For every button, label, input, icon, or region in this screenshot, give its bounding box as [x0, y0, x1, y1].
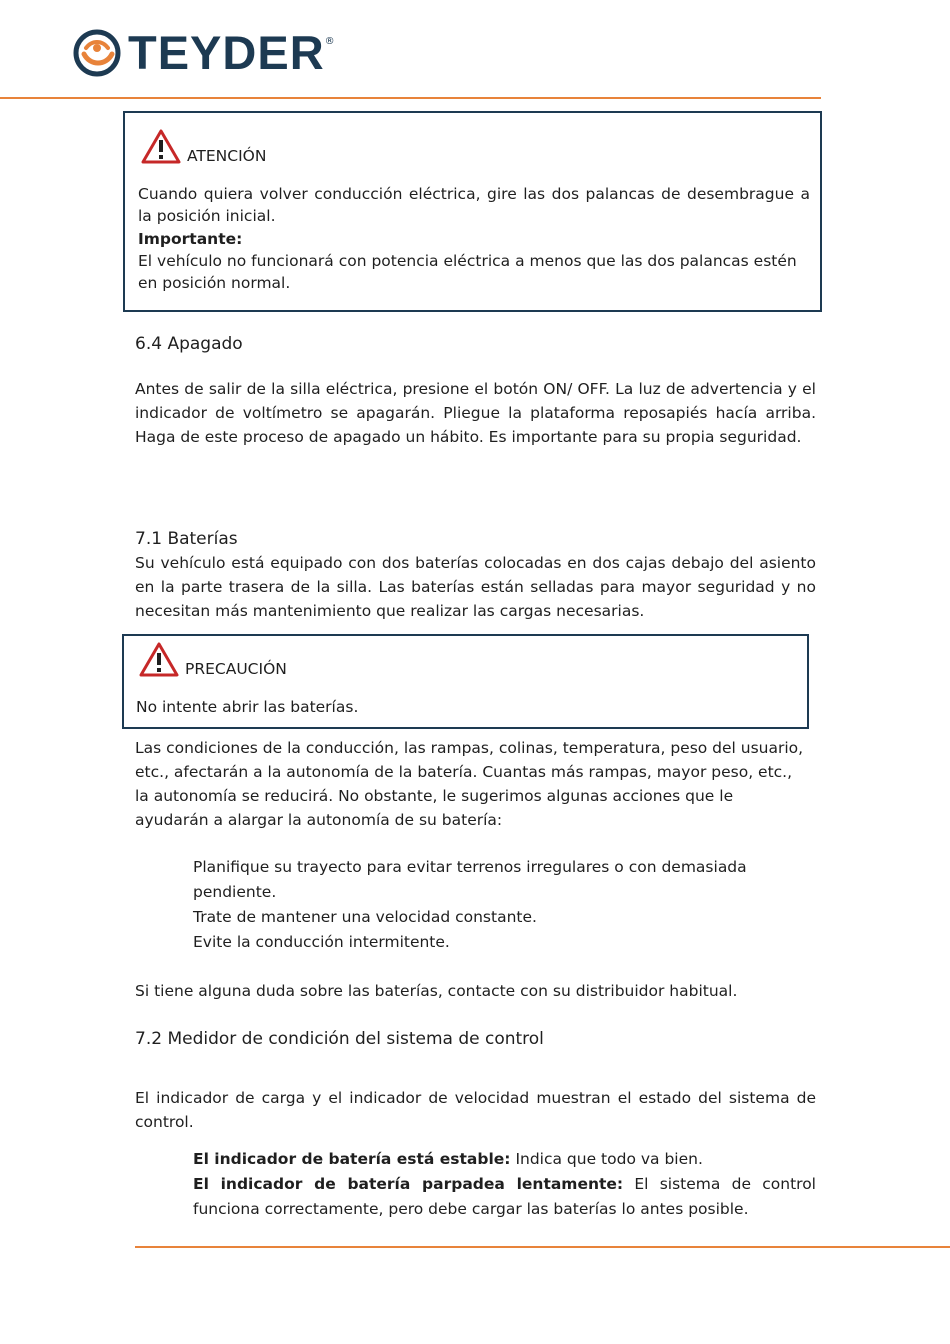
attention-text: Cuando quiera volver conducción eléctrica, gire las dos palancas de desembrague a la posición inicial.: [138, 185, 810, 225]
warning-triangle-icon: [141, 129, 181, 165]
section-heading-7-1: 7.1 Baterías: [135, 529, 238, 549]
important-label: Importante:: [138, 230, 243, 248]
section-paragraph-7-2: El indicador de carga y el indicador de velocidad muestran el estado del sistema de control.: [135, 1089, 816, 1131]
caution-title: PRECAUCIÓN: [185, 660, 287, 678]
brand-name: TEYDER: [128, 26, 325, 79]
list-item: Trate de mantener una velocidad constante.: [193, 908, 537, 926]
caution-header: [139, 642, 287, 678]
section-paragraph-6-4: Antes de salir de la silla eléctrica, presione el botón ON/ OFF. La luz de advertencia y el indicador de voltímetro se apagarán. Pliegue la plataforma reposapiés hacía arriba. Haga de este proceso de apagado un hábito. Es importante para su propia seguridad.: [135, 380, 816, 446]
caution-box: [122, 634, 809, 729]
header-divider: [0, 97, 821, 99]
section-heading-7-2: 7.2 Medidor de condición del sistema de control: [135, 1029, 544, 1049]
indicator-label: El indicador de batería está estable:: [193, 1150, 511, 1168]
indicator-text: El sistema de control funciona correctamente, pero debe cargar las baterías lo antes posible.: [193, 1175, 816, 1218]
important-text: El vehículo no funcionará con potencia eléctrica a menos que las dos palancas estén en posición normal.: [138, 252, 797, 292]
brand-logo: [72, 28, 335, 78]
warning-triangle-icon: [139, 642, 179, 678]
teyder-logo-icon: [72, 28, 122, 78]
tips-list: [193, 855, 763, 955]
indicator-list: [193, 1147, 816, 1222]
indicator-text: Indica que todo va bien.: [510, 1150, 703, 1168]
attention-box: [123, 111, 822, 312]
registered-mark: ®: [324, 36, 335, 47]
list-item: Planifique su trayecto para evitar terrenos irregulares o con demasiada pendiente.: [193, 858, 747, 901]
list-item: [193, 1147, 816, 1172]
section-paragraph-7-1: Su vehículo está equipado con dos baterías colocadas en dos cajas debajo del asiento en la parte trasera de la silla. Las baterías están selladas para mayor seguridad y no necesitan más mantenimiento que realizar las cargas necesarias.: [135, 554, 816, 620]
contact-paragraph: Si tiene alguna duda sobre las baterías, contacte con su distribuidor habitual.: [135, 982, 738, 1000]
list-item: [193, 1172, 816, 1222]
caution-text: No intente abrir las baterías.: [136, 698, 359, 716]
indicator-label: El indicador de batería parpadea lentamente:: [193, 1175, 624, 1193]
attention-title: ATENCIÓN: [187, 147, 267, 165]
list-item: Evite la conducción intermitente.: [193, 933, 450, 951]
attention-header: [141, 129, 266, 165]
section-heading-6-4: 6.4 Apagado: [135, 334, 243, 354]
conditions-paragraph: Las condiciones de la conducción, las rampas, colinas, temperatura, peso del usuario, etc., afectarán a la autonomía de la batería. Cuantas más rampas, mayor peso, etc., la autonomía se reducirá. No obstante, le sugerimos algunas acciones que le ayudarán a alargar la autonomía de su batería:: [135, 739, 804, 829]
footer-divider: [135, 1246, 950, 1248]
